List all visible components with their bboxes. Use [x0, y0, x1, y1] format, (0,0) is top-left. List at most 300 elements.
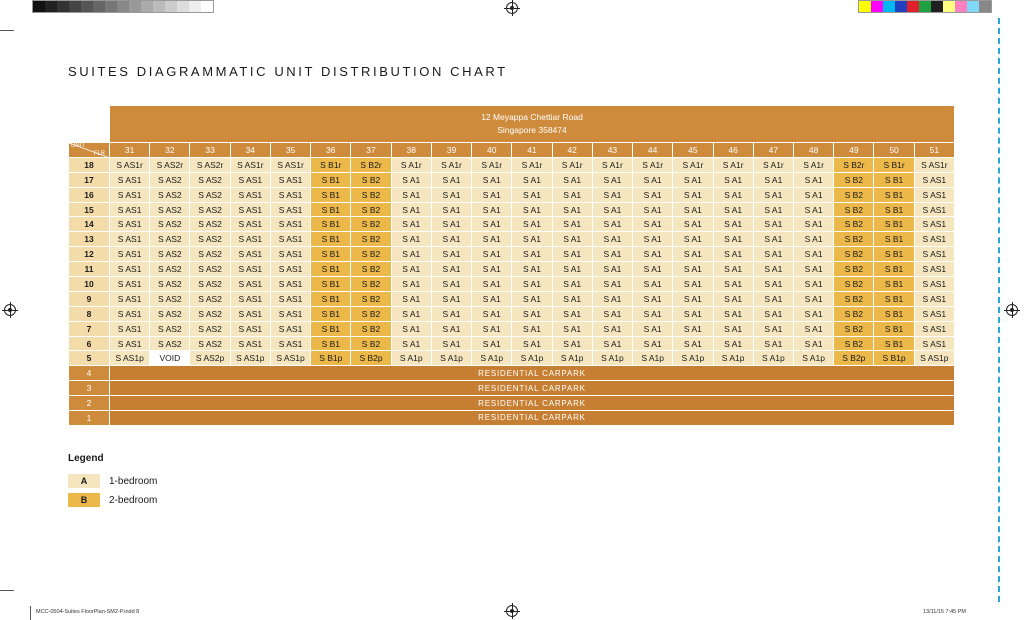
unit-cell: S A1	[431, 291, 471, 306]
unit-cell: S A1	[633, 291, 673, 306]
unit-cell: S B2	[351, 291, 391, 306]
floor-row	[69, 336, 955, 351]
floor-label: 10	[69, 277, 110, 292]
unit-cell: S B1	[311, 321, 351, 336]
unit-cell: S AS2	[150, 172, 190, 187]
floor-row	[69, 277, 955, 292]
floor-row	[69, 306, 955, 321]
unit-cell: S A1	[512, 306, 552, 321]
unit-cell: S AS1r	[270, 157, 310, 172]
unit-cell: S A1	[512, 217, 552, 232]
unit-cell: S A1	[713, 262, 753, 277]
unit-cell: S A1	[592, 291, 632, 306]
unit-cell: S AS1	[914, 172, 954, 187]
unit-cell: S AS2	[190, 247, 230, 262]
unit-cell: S B1	[874, 217, 914, 232]
unit-cell: S AS2	[190, 306, 230, 321]
unit-cell: S AS2	[190, 172, 230, 187]
unit-cell: S A1	[753, 291, 793, 306]
floor-label: 7	[69, 321, 110, 336]
unit-cell: S A1	[552, 172, 592, 187]
unit-cell: S A1	[673, 187, 713, 202]
unit-header-31: 31	[110, 143, 150, 158]
unit-cell: S B1	[874, 232, 914, 247]
unit-distribution-table	[68, 105, 955, 426]
unit-cell: S A1	[592, 217, 632, 232]
floor-row	[69, 351, 955, 366]
unit-cell: S A1	[793, 247, 833, 262]
unit-cell: S AS2	[150, 232, 190, 247]
unit-cell: S B2	[351, 321, 391, 336]
unit-cell: S AS1p	[914, 351, 954, 366]
floor-label: 14	[69, 217, 110, 232]
unit-cell: S AS1	[230, 217, 270, 232]
unit-cell: S A1	[472, 202, 512, 217]
unit-cell: S A1	[431, 262, 471, 277]
unit-cell: S A1	[512, 202, 552, 217]
unit-cell: S A1	[391, 232, 431, 247]
unit-cell: S A1	[633, 321, 673, 336]
unit-cell: S AS2	[190, 291, 230, 306]
floor-row	[69, 187, 955, 202]
unit-cell: S AS1	[914, 187, 954, 202]
unit-cell: S AS1	[270, 187, 310, 202]
unit-cell: S A1p	[673, 351, 713, 366]
unit-cell: S AS2p	[190, 351, 230, 366]
unit-cell: S B2p	[351, 351, 391, 366]
unit-cell: S A1	[391, 277, 431, 292]
unit-cell: S AS2	[190, 187, 230, 202]
unit-cell: S AS1r	[230, 157, 270, 172]
unit-cell: S AS1	[270, 217, 310, 232]
unit-cell: S A1	[633, 187, 673, 202]
unit-cell: S AS1	[110, 306, 150, 321]
unit-cell: S AS1	[270, 336, 310, 351]
unit-cell: S AS1	[110, 232, 150, 247]
unit-cell: S A1r	[793, 157, 833, 172]
unit-cell: S A1	[512, 262, 552, 277]
floor-label: 8	[69, 306, 110, 321]
unit-cell: S A1	[753, 202, 793, 217]
unit-cell: S A1	[472, 291, 512, 306]
unit-cell: S B1	[311, 232, 351, 247]
unit-cell: S A1	[753, 277, 793, 292]
unit-cell: S A1	[592, 262, 632, 277]
unit-cell: S B1r	[874, 157, 914, 172]
unit-cell: S A1	[472, 277, 512, 292]
unit-cell: S B2	[834, 202, 874, 217]
unit-cell: S A1	[472, 336, 512, 351]
unit-cell: S A1	[472, 172, 512, 187]
unit-cell: S AS1	[270, 291, 310, 306]
unit-cell: S A1	[592, 321, 632, 336]
unit-header-48: 48	[793, 143, 833, 158]
unit-cell: S B2	[834, 247, 874, 262]
unit-cell: S A1	[713, 187, 753, 202]
unit-cell: S A1	[793, 232, 833, 247]
unit-cell: S A1	[793, 217, 833, 232]
unit-cell: S AS2	[190, 277, 230, 292]
unit-cell: S AS2	[150, 217, 190, 232]
unit-cell: S B1	[874, 247, 914, 262]
unit-cell: S B1	[874, 321, 914, 336]
legend-swatch-b: B	[68, 493, 100, 507]
unit-cell: S A1	[552, 277, 592, 292]
unit-cell: S A1	[431, 336, 471, 351]
unit-cell: S AS1	[914, 262, 954, 277]
unit-cell: S A1	[753, 321, 793, 336]
unit-cell: S AS1	[230, 321, 270, 336]
unit-header-row	[69, 143, 955, 158]
unit-cell: S A1r	[552, 157, 592, 172]
unit-cell: S B2	[351, 247, 391, 262]
unit-cell: S A1	[673, 291, 713, 306]
unit-cell: S AS1	[270, 202, 310, 217]
floor-row	[69, 291, 955, 306]
unit-cell: S A1	[793, 172, 833, 187]
crop-mark	[0, 30, 14, 31]
unit-cell: S A1	[512, 291, 552, 306]
unit-cell: S AS1	[914, 277, 954, 292]
legend-label-one-bedroom: 1-bedroom	[109, 475, 158, 487]
unit-cell: S A1	[512, 232, 552, 247]
unit-cell: S A1	[592, 187, 632, 202]
unit-cell: S B1	[311, 262, 351, 277]
unit-cell: S AS1	[230, 262, 270, 277]
address-corner	[69, 106, 110, 143]
floor-label: 1	[69, 411, 110, 426]
unit-cell: S A1	[753, 187, 793, 202]
unit-cell: S A1	[431, 172, 471, 187]
floor-label: 3	[69, 381, 110, 396]
unit-cell: S A1	[512, 247, 552, 262]
unit-cell: S AS1	[914, 321, 954, 336]
unit-cell: S A1	[753, 262, 793, 277]
unit-cell: S A1	[592, 202, 632, 217]
unit-cell: S A1	[512, 277, 552, 292]
unit-cell: S AS1	[270, 262, 310, 277]
unit-cell: S A1p	[793, 351, 833, 366]
unit-cell: S B1	[311, 187, 351, 202]
unit-cell: S B2	[351, 232, 391, 247]
unit-cell: S A1	[552, 247, 592, 262]
unit-cell: S B2	[351, 277, 391, 292]
unit-cell: S A1	[673, 277, 713, 292]
unit-cell: S A1	[431, 247, 471, 262]
unit-cell: S A1	[633, 172, 673, 187]
unit-cell: S B1	[874, 262, 914, 277]
unit-cell: S A1	[753, 306, 793, 321]
crop-mark	[0, 590, 14, 591]
unit-cell: S AS2	[150, 262, 190, 277]
floor-label: 9	[69, 291, 110, 306]
unit-cell: S A1	[713, 172, 753, 187]
registration-mark-right-icon	[1006, 304, 1018, 316]
unit-cell: S AS1r	[110, 157, 150, 172]
unit-cell: S AS1	[110, 217, 150, 232]
unit-cell: S A1	[391, 187, 431, 202]
unit-cell: S B2r	[351, 157, 391, 172]
floor-row	[69, 202, 955, 217]
unit-cell: S A1	[753, 336, 793, 351]
unit-cell: S AS2	[190, 202, 230, 217]
unit-header-34: 34	[230, 143, 270, 158]
unit-cell: S A1	[431, 321, 471, 336]
unit-cell: S AS2	[150, 306, 190, 321]
unit-cell: S AS1	[270, 247, 310, 262]
color-calibration-bar	[858, 0, 992, 13]
unit-cell: S A1r	[472, 157, 512, 172]
unit-cell: S B1p	[311, 351, 351, 366]
address-line-street: 12 Meyappa Chettiar Road	[481, 112, 583, 122]
unit-cell: S B1	[874, 306, 914, 321]
unit-cell: S B2	[834, 306, 874, 321]
unit-cell: S AS1	[914, 232, 954, 247]
unit-cell: S A1r	[512, 157, 552, 172]
unit-cell: S B2	[351, 336, 391, 351]
floor-label: 18	[69, 157, 110, 172]
unit-cell: S AS1	[230, 202, 270, 217]
unit-cell: S AS1	[230, 232, 270, 247]
unit-cell: S A1	[552, 232, 592, 247]
floor-row	[69, 232, 955, 247]
unit-cell: S AS1	[110, 247, 150, 262]
unit-cell: S B1r	[311, 157, 351, 172]
unit-cell: S AS2r	[150, 157, 190, 172]
carpark-label: RESIDENTIAL CARPARK	[110, 381, 955, 396]
unit-cell: S A1	[793, 262, 833, 277]
unit-cell: S B2	[834, 187, 874, 202]
unit-cell: S A1	[431, 277, 471, 292]
unit-cell: S AS1p	[110, 351, 150, 366]
floor-row	[69, 262, 955, 277]
unit-cell: S A1	[713, 202, 753, 217]
unit-header-38: 38	[391, 143, 431, 158]
unit-cell: S AS2	[150, 277, 190, 292]
unit-header-35: 35	[270, 143, 310, 158]
floor-label: 15	[69, 202, 110, 217]
address-header	[110, 106, 955, 143]
unit-cell: S A1	[633, 217, 673, 232]
unit-cell: S A1	[592, 277, 632, 292]
unit-cell: S A1	[391, 262, 431, 277]
unit-cell: S A1	[633, 247, 673, 262]
unit-cell: S A1	[713, 321, 753, 336]
floor-label: 16	[69, 187, 110, 202]
unit-cell: S B1	[874, 291, 914, 306]
unit-cell: S A1p	[713, 351, 753, 366]
unit-header-36: 36	[311, 143, 351, 158]
carpark-label: RESIDENTIAL CARPARK	[110, 366, 955, 381]
unit-header-40: 40	[472, 143, 512, 158]
unit-cell: S B2	[834, 291, 874, 306]
unit-cell: S B1	[311, 336, 351, 351]
unit-cell: S B2	[351, 172, 391, 187]
unit-cell: S A1	[472, 247, 512, 262]
unit-cell: S AS1	[230, 291, 270, 306]
corner-unit-label: UNIT	[71, 143, 85, 149]
unit-cell: S A1r	[713, 157, 753, 172]
unit-cell: S A1	[673, 172, 713, 187]
unit-cell: S A1	[431, 306, 471, 321]
unit-cell: VOID	[150, 351, 190, 366]
unit-cell: S A1	[431, 202, 471, 217]
footer-timestamp: 13/11/15 7:45 PM	[922, 609, 966, 615]
unit-cell: S A1	[673, 321, 713, 336]
unit-cell: S B1	[311, 291, 351, 306]
unit-cell: S A1r	[592, 157, 632, 172]
unit-header-50: 50	[874, 143, 914, 158]
unit-header-42: 42	[552, 143, 592, 158]
unit-header-49: 49	[834, 143, 874, 158]
unit-cell: S B2p	[834, 351, 874, 366]
unit-cell: S A1p	[512, 351, 552, 366]
unit-cell: S A1	[673, 232, 713, 247]
unit-cell: S A1	[793, 306, 833, 321]
unit-cell: S A1	[391, 291, 431, 306]
unit-cell: S AS1	[230, 172, 270, 187]
unit-cell: S B2	[834, 217, 874, 232]
unit-cell: S A1	[633, 306, 673, 321]
unit-cell: S AS2	[150, 291, 190, 306]
unit-cell: S B1	[311, 217, 351, 232]
page-title: SUITES DIAGRAMMATIC UNIT DISTRIBUTION CHART	[68, 64, 508, 79]
unit-cell: S A1	[713, 336, 753, 351]
bleed-guide-line	[998, 18, 1000, 602]
unit-cell: S AS1	[110, 291, 150, 306]
legend-swatch-a: A	[68, 474, 100, 488]
unit-cell: S B1	[874, 172, 914, 187]
unit-cell: S A1	[673, 336, 713, 351]
unit-cell: S A1	[472, 321, 512, 336]
carpark-row	[69, 381, 955, 396]
unit-cell: S AS1p	[230, 351, 270, 366]
unit-cell: S A1	[431, 232, 471, 247]
unit-cell: S AS1	[110, 321, 150, 336]
unit-cell: S AS2	[150, 336, 190, 351]
unit-cell: S B1	[874, 187, 914, 202]
unit-cell: S A1	[552, 217, 592, 232]
unit-cell: S AS2	[150, 187, 190, 202]
unit-cell: S B2	[834, 336, 874, 351]
carpark-row	[69, 411, 955, 426]
unit-cell: S AS1	[270, 172, 310, 187]
unit-cell: S A1	[552, 336, 592, 351]
unit-cell: S A1	[391, 247, 431, 262]
unit-cell: S AS2	[150, 202, 190, 217]
unit-cell: S A1	[713, 277, 753, 292]
unit-header-39: 39	[431, 143, 471, 158]
floor-row	[69, 157, 955, 172]
unit-cell: S A1p	[753, 351, 793, 366]
unit-cell: S AS2	[190, 262, 230, 277]
unit-cell: S B2	[351, 202, 391, 217]
unit-cell: S A1	[391, 202, 431, 217]
unit-cell: S AS1p	[270, 351, 310, 366]
corner-floor-label: FLR	[93, 150, 105, 157]
unit-cell: S B1	[311, 306, 351, 321]
floor-label: 5	[69, 351, 110, 366]
unit-cell: S A1	[793, 291, 833, 306]
unit-cell: S B2	[351, 217, 391, 232]
unit-cell: S A1	[673, 306, 713, 321]
unit-cell: S AS2r	[190, 157, 230, 172]
unit-cell: S A1r	[633, 157, 673, 172]
unit-cell: S A1p	[391, 351, 431, 366]
unit-cell: S B2	[351, 262, 391, 277]
unit-cell: S B1	[874, 202, 914, 217]
unit-header-43: 43	[592, 143, 632, 158]
unit-cell: S AS1	[270, 306, 310, 321]
unit-cell: S A1	[552, 262, 592, 277]
footer-file-info: MCC-0504-Suites FloorPlan-SM2-P.indd 8	[36, 609, 140, 615]
unit-cell: S A1	[431, 187, 471, 202]
unit-cell: S A1r	[431, 157, 471, 172]
unit-header-41: 41	[512, 143, 552, 158]
unit-cell: S A1p	[633, 351, 673, 366]
unit-cell: S A1	[512, 187, 552, 202]
unit-cell: S AS2	[190, 217, 230, 232]
unit-cell: S AS1	[270, 232, 310, 247]
floor-label: 2	[69, 396, 110, 411]
unit-cell: S A1	[391, 217, 431, 232]
unit-cell: S AS1	[270, 321, 310, 336]
unit-cell: S A1	[552, 187, 592, 202]
unit-cell: S A1	[592, 306, 632, 321]
unit-cell: S AS1	[110, 202, 150, 217]
legend-item-one-bedroom	[68, 474, 157, 488]
carpark-row	[69, 366, 955, 381]
unit-cell: S A1	[472, 232, 512, 247]
unit-cell: S AS2	[190, 336, 230, 351]
unit-header-45: 45	[673, 143, 713, 158]
crop-mark	[30, 606, 31, 620]
unit-cell: S B1	[874, 277, 914, 292]
unit-cell: S AS1	[914, 217, 954, 232]
unit-cell: S A1	[472, 306, 512, 321]
unit-cell: S A1p	[552, 351, 592, 366]
unit-cell: S AS1	[914, 202, 954, 217]
unit-cell: S B1p	[874, 351, 914, 366]
unit-cell: S A1	[512, 172, 552, 187]
unit-cell: S A1	[592, 172, 632, 187]
address-row	[69, 106, 955, 143]
unit-cell: S AS1	[230, 277, 270, 292]
unit-cell: S AS2	[190, 321, 230, 336]
unit-cell: S B2r	[834, 157, 874, 172]
unit-cell: S A1	[753, 232, 793, 247]
unit-cell: S AS1	[270, 277, 310, 292]
unit-cell: S A1	[472, 187, 512, 202]
unit-cell: S AS1	[230, 336, 270, 351]
grayscale-calibration-bar	[32, 0, 214, 13]
unit-cell: S A1	[793, 336, 833, 351]
unit-cell: S B1	[874, 336, 914, 351]
floor-label: 13	[69, 232, 110, 247]
floor-label: 12	[69, 247, 110, 262]
unit-cell: S A1	[633, 262, 673, 277]
unit-cell: S AS1	[230, 247, 270, 262]
unit-cell: S AS2	[190, 232, 230, 247]
unit-header-44: 44	[633, 143, 673, 158]
carpark-label: RESIDENTIAL CARPARK	[110, 396, 955, 411]
unit-cell: S AS1	[110, 187, 150, 202]
unit-cell: S A1	[673, 262, 713, 277]
unit-cell: S A1	[431, 217, 471, 232]
unit-cell: S A1p	[472, 351, 512, 366]
unit-cell: S A1	[713, 247, 753, 262]
unit-cell: S A1	[793, 202, 833, 217]
